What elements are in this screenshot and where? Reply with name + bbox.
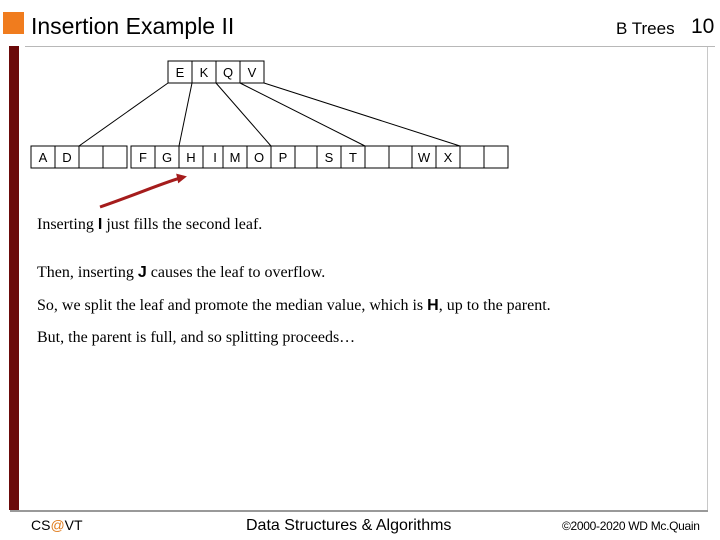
tree-edge <box>240 83 365 146</box>
leaf-node-key: T <box>349 150 357 165</box>
paragraph-2-before: Then, inserting <box>37 264 138 281</box>
paragraph-4 <box>37 329 355 347</box>
paragraph-2-after: causes the leaf to overflow. <box>146 264 326 281</box>
root-node <box>168 61 264 83</box>
leaf-node <box>412 146 508 168</box>
root-node-key: K <box>199 65 209 80</box>
slide-title: Insertion Example II <box>31 13 235 39</box>
leaf-node-key: G <box>161 150 173 165</box>
footer-rule <box>10 510 708 512</box>
paragraph-3-before: So, we split the leaf and promote the median value, which is <box>37 297 428 314</box>
paragraph-1-before: Inserting <box>37 216 98 233</box>
root-node-key: V <box>247 65 257 80</box>
leaf-node-key: P <box>278 150 288 165</box>
footer-course <box>31 517 83 533</box>
leaf-node-key: S <box>324 150 334 165</box>
paragraph-3-after: , up to the parent. <box>438 297 551 314</box>
tree-edge <box>216 83 271 146</box>
btree-diagram <box>0 0 720 210</box>
leaf-node-key: X <box>443 150 453 165</box>
leaf-node-key: M <box>229 150 241 165</box>
footer-course-title: Data Structures & Algorithms <box>246 517 452 534</box>
root-node-key: E <box>175 65 185 80</box>
paragraph-1 <box>37 216 262 234</box>
leaf-node <box>31 146 127 168</box>
leaf-node-key: H <box>186 150 196 165</box>
page-number: 10 <box>691 15 715 38</box>
leaf-node-key: I <box>213 150 217 165</box>
tree-edge <box>264 83 460 146</box>
paragraph-1-key: I <box>97 216 103 233</box>
paragraph-1-after: just fills the second leaf. <box>102 216 263 233</box>
paragraph-3 <box>37 297 551 315</box>
paragraph-4-before: But, the parent is full, and so splitting proceeds… <box>37 329 356 346</box>
leaf-node <box>317 146 413 168</box>
leaf-node <box>131 146 227 168</box>
footer-copyright: ©2000-2020 WD Mc.Quain <box>562 519 700 533</box>
leaf-node-key: W <box>417 150 431 165</box>
footer-course-prefix: CS <box>31 517 51 533</box>
footer-course-suffix: VT <box>64 517 83 533</box>
paragraph-2 <box>37 264 325 282</box>
tree-nodes <box>31 61 508 168</box>
tree-edges <box>79 83 460 146</box>
footer-course-at: @ <box>50 517 65 533</box>
leaf-node-key: D <box>62 150 72 165</box>
leaf-node <box>223 146 319 168</box>
tree-edge <box>79 83 168 146</box>
leaf-node-key: F <box>139 150 147 165</box>
leaf-node-key: O <box>253 150 265 165</box>
root-node-key: Q <box>222 65 234 80</box>
insertion-arrow <box>100 177 184 207</box>
tree-edge <box>179 83 192 146</box>
paragraph-2-key: J <box>137 264 147 281</box>
slide-topic: B Trees <box>616 19 675 38</box>
paragraph-3-key: H <box>427 297 439 314</box>
leaf-node-key: A <box>38 150 48 165</box>
